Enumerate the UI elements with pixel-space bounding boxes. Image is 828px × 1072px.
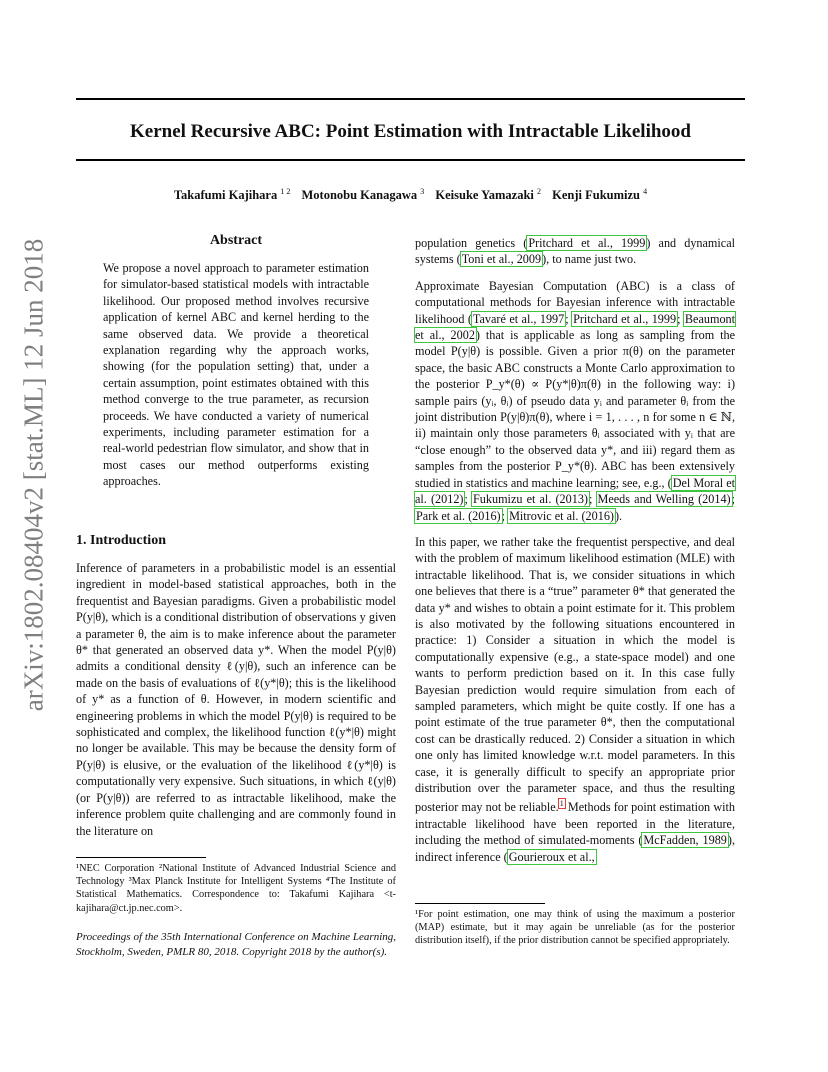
author-affiliation: 2 (537, 187, 542, 196)
text-run: ; (731, 492, 735, 507)
paragraph (415, 534, 735, 865)
author-affiliation: 1 2 (280, 187, 291, 196)
text-run: In this paper, we rather take the frequentist perspective, and deal with the problem of maximum likelihood estimation (MLE) with intractable likelihood. That is, we consider situations in which one believes that there is a “true” parameter θ* that generated the data y* and wishes to obtain a point estimate for it. This problem is also motivated by the following situations encountered in practice: 1) Consider a situation in which the model is computationally expensive (e.g., a state-space model) and one wants to perform prediction based on it. In this case fully Bayesian prediction would require simulation from each of sampled parameters, which might be quite costly. If one has a point estimate of the true parameter θ*, then the computational cost can be drastically reduced. 2) Consider a situation in which one only has limited knowledge w.r.t. model parameters. In this case, it is generally difficult to specify an appropriate prior distribution over the parameter space, and thus the resulting posterior may not be reliable. (415, 534, 735, 815)
author-name: Kenji Fukumizu (552, 188, 641, 202)
paper-title: Kernel Recursive ABC: Point Estimation with Intractable Likelihood (129, 121, 691, 142)
proceedings-note: Proceedings of the 35th International Conference on Machine Learning, Stockholm, Sweden, PMLR 80, 2018. Copyright 2018 by the author(s). (76, 931, 396, 958)
footnote-rule-right (415, 903, 545, 904)
citation-link[interactable]: Park et al. (2016) (416, 508, 501, 523)
text-run: ; (464, 492, 473, 507)
citation-link[interactable]: Mitrovic et al. (2016) (509, 508, 614, 523)
text-run: Approximate Bayesian Computation (ABC) is a class of computational methods for Bayesian inference with intractable likelihood ( (415, 278, 735, 326)
footnote-link[interactable]: 1 (559, 799, 564, 809)
title-rule-top (76, 98, 745, 100)
text-run: ), indirect inference ( (415, 833, 735, 864)
citation-link[interactable]: Del Moral et al. (2012) (415, 475, 735, 507)
citation-link[interactable]: Toni et al., 2009 (461, 252, 542, 267)
abstract-text: We propose a novel approach to parameter estimation for simulator-based statistical models with intractable likelihood. Our proposed method involves recursive application of kernel ABC and kernel herding to the same observed data. We provide a theoretical explanation regarding why the approach works, showing (for the population setting) that, under a certain assumption, point estimates obtained with this method converge to the true parameter, as recursion proceeds. We have conducted a variety of numerical experiments, including parameter estimation for a real-world pedestrian flow simulator, and show that in most cases our method outperforms existing approaches. (103, 261, 369, 489)
citation-link[interactable]: Pritchard et al., 1999 (573, 311, 677, 326)
abstract-heading: Abstract (209, 233, 263, 248)
citation-link[interactable]: Gourieroux et al., (508, 849, 595, 864)
author-name: Keisuke Yamazaki (435, 188, 534, 202)
author-name: Takafumi Kajihara (173, 188, 278, 202)
citation-link[interactable]: Fukumizu et al. (2013) (473, 492, 588, 507)
citation-link[interactable]: McFadden, 1989 (643, 833, 727, 848)
right-column (415, 235, 735, 875)
text-run: ; (501, 508, 509, 523)
section-heading-introduction: 1. Introduction (76, 533, 166, 548)
arxiv-stamp (14, 238, 54, 712)
author-list (76, 187, 745, 203)
citation-link[interactable]: Tavaré et al., 1997 (472, 311, 565, 326)
citation-link[interactable]: Meeds and Welling (2014) (597, 492, 731, 507)
footnote-map: ¹For point estimation, one may think of using the maximum a posterior (MAP) estimate, but it may again be unreliable (as for the posterior distribution itself), if the prior distribution cannot be specified appropriately. (415, 909, 735, 947)
text-run: ). (614, 508, 623, 523)
author (552, 188, 647, 202)
text-run: population genetics ( (415, 236, 528, 250)
paragraph (415, 278, 735, 524)
introduction-text: Inference of parameters in a probabilistic model is an essential ingredient in model-based statistical approaches, both in the frequentist and Bayesian paradigms. Given a probabilistic model P(y|θ), which is a conditional distribution of observations y given a parameter θ, the aim is to make inference about the parameter θ* that generated an observed data y*. When the model P(y|θ) admits a conditional density ℓ(y|θ), such an inference can be made on the basis of evaluations of ℓ(y*|θ); this is the likelihood of y* as a function of θ. However, in modern scientific and engineering problems in which the model P(y|θ) is required to be sophisticated and complex, the likelihood function ℓ(y*|θ) might no longer be available. This may be because the density form of P(y|θ) is elusive, or the evaluation of the likelihood ℓ(y*|θ) is computationally very expensive. Such situations, in which ℓ(y|θ) (or P(y|θ)) are referred to as intractable likelihood, make the inference problem quite challenging and are commonly found in the literature on (76, 561, 396, 838)
text-run: ) and dynamical systems ( (415, 236, 735, 267)
author (174, 188, 291, 202)
footnote-affiliations: ¹NEC Corporation ²National Institute of Advanced Industrial Science and Technology ³Max Planck Institute for Intelligent Systems ⁴The Institute of Statistical Mathematics. Correspondence to: Takafumi Kajihara <t-kajihara@ct.jp.nec.com>. (76, 863, 396, 914)
text-run: Methods for point estimation with intractable likelihood have been reported in the literature, including the method of simulated-moments ( (415, 800, 736, 848)
citation-link[interactable]: Pritchard et al., 1999 (528, 236, 646, 250)
author (301, 188, 424, 202)
author-affiliation: 3 (420, 187, 425, 196)
text-run: ) that is applicable as long as sampling from the model P(y|θ) is possible. Given a prior π(θ) on the parameter space, the basic ABC constructs a Monte Carlo approximation to the posterior P_y*(θ) ∝ P(y*|θ)π(θ) in the following way: i) sample pairs (yᵢ, θᵢ) of pseudo data yᵢ and parameter θᵢ from the joint distribution P(y|θ)π(θ), where i = 1, . . . , n for some n ∈ ℕ, ii) maintain only those parameters θᵢ associated with yᵢ that are “close enough” to the observed data y*, and iii) regard them as samples from the posterior P_y*(θ). ABC has been extensively studied in statistics and machine learning; see, e.g., ( (415, 328, 736, 490)
footnote-rule-left (76, 857, 206, 858)
text-run: ), to name just two. (542, 252, 637, 267)
author-name: Motonobu Kanagawa (301, 188, 418, 202)
title-rule-bottom (76, 159, 745, 161)
text-run: ; (565, 311, 573, 326)
text-run: ; (589, 492, 597, 507)
author (435, 188, 541, 202)
citation-link[interactable]: Beaumont et al., 2002 (415, 311, 736, 343)
paragraph (415, 235, 735, 268)
text-run: ; (677, 311, 684, 326)
author-affiliation: 4 (643, 187, 648, 196)
arxiv-stamp-text: arXiv:1802.08404v2 [stat.ML] 12 Jun 2018 (18, 238, 49, 712)
